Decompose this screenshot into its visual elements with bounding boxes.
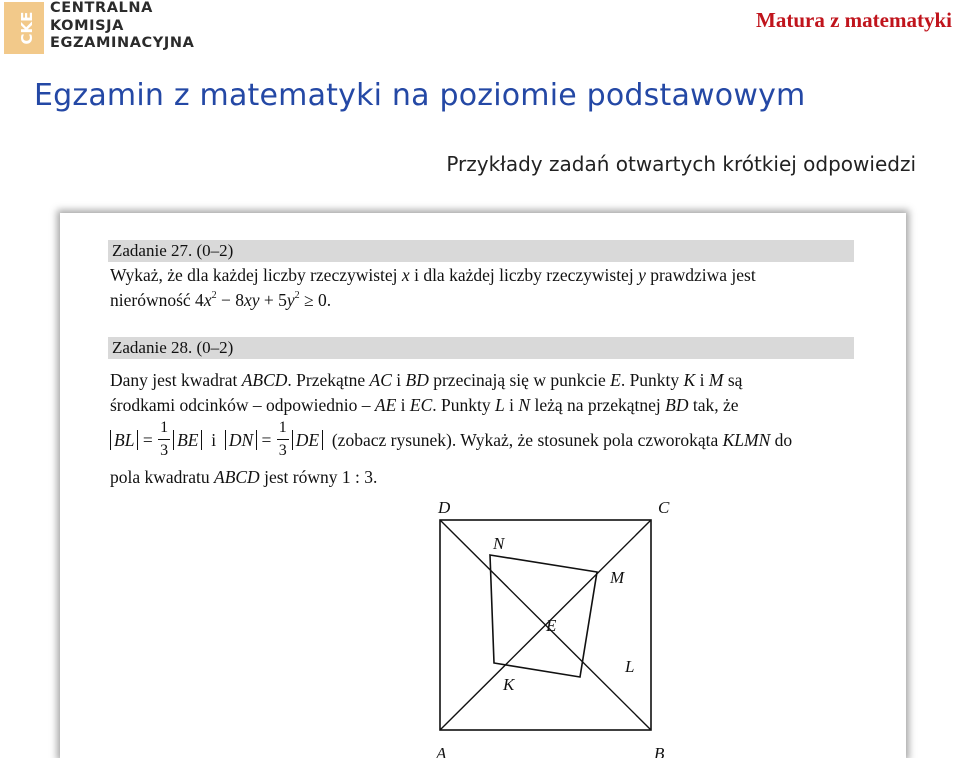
- page-subtitle: Przykłady zadań otwartych krótkiej odpowiedzi: [446, 152, 916, 176]
- logo-line-1: CENTRALNA: [50, 0, 153, 16]
- abs-bl: BL: [110, 430, 138, 450]
- math-var: KLMN: [722, 430, 771, 450]
- text-segment: i: [202, 430, 225, 450]
- text-segment: przecinają się w punkcie: [428, 370, 611, 390]
- task-27-heading: Zadanie 27. (0–2): [108, 240, 854, 262]
- label-m: M: [610, 568, 625, 587]
- abs-be: BE: [173, 430, 202, 450]
- text-segment: pola kwadratu: [110, 467, 214, 487]
- math-var: xy: [243, 290, 260, 310]
- text-segment: (zobacz rysunek). Wykaż, że stosunek pola czworokąta: [323, 430, 723, 450]
- quadrilateral-klmn: [490, 555, 597, 677]
- text-segment: są: [723, 370, 743, 390]
- label-b: B: [654, 744, 665, 758]
- page-title: Egzamin z matematyki na poziomie podstawowym: [34, 78, 806, 113]
- math-var: AC: [369, 370, 392, 390]
- math-var: BD: [405, 370, 429, 390]
- text-segment: jest równy 1 : 3.: [259, 467, 378, 487]
- exponent: 2: [211, 290, 217, 301]
- text-segment: Wykaż, że dla każdej liczby rzeczywistej: [110, 265, 402, 285]
- text-segment: i: [391, 370, 406, 390]
- math-var: y: [286, 290, 295, 310]
- math-var: BD: [665, 395, 689, 415]
- fraction-one-third: [157, 418, 171, 459]
- text-segment: . Punkty: [432, 395, 496, 415]
- text-segment: prawdziwa jest: [645, 265, 756, 285]
- task-27-line-1: [110, 264, 756, 286]
- fraction-numerator: 1: [278, 418, 287, 436]
- text-segment: Dany jest kwadrat: [110, 370, 242, 390]
- fraction-denominator: 3: [278, 441, 287, 459]
- task-28-line-3: [110, 418, 793, 459]
- math-var: AE: [374, 395, 397, 415]
- label-a: A: [436, 744, 447, 758]
- math-var: K: [683, 370, 696, 390]
- fraction-numerator: 1: [160, 418, 169, 436]
- label-d: D: [438, 498, 451, 517]
- task-28-line-2: [110, 394, 739, 416]
- task-28-line-4: [110, 466, 377, 488]
- text-segment: i dla każdej liczby rzeczywistej: [409, 265, 639, 285]
- math-var: EC: [409, 395, 433, 415]
- equals-sign: =: [138, 430, 158, 450]
- math-var: L: [495, 395, 505, 415]
- label-n: N: [493, 534, 505, 553]
- text-segment: . Punkty: [620, 370, 684, 390]
- fraction-one-third: [276, 418, 290, 459]
- text-segment: nierówność 4: [110, 290, 204, 310]
- abs-de: DE: [292, 430, 323, 450]
- logo-line-3: EGZAMINACYJNA: [50, 35, 195, 51]
- text-segment: i: [396, 395, 410, 415]
- cke-logo-text: [50, 0, 194, 53]
- label-l: L: [625, 657, 635, 676]
- math-var: E: [610, 370, 621, 390]
- abs-dn: DN: [225, 430, 257, 450]
- fraction-denominator: 3: [160, 441, 169, 459]
- task-card: [60, 213, 906, 758]
- label-e: E: [546, 616, 557, 635]
- math-var: ABCD: [241, 370, 288, 390]
- text-segment: środkami odcinków – odpowiednio –: [110, 395, 375, 415]
- text-segment: ≥ 0.: [299, 290, 332, 310]
- text-segment: leżą na przekątnej: [530, 395, 666, 415]
- math-var: y: [638, 265, 646, 285]
- text-segment: i: [504, 395, 519, 415]
- text-segment: + 5: [259, 290, 287, 310]
- math-var: x: [203, 290, 212, 310]
- math-var: ABCD: [214, 467, 260, 487]
- logo-mark-text: CKE: [18, 11, 36, 45]
- task-28-heading: Zadanie 28. (0–2): [108, 337, 854, 359]
- equals-sign: =: [257, 430, 276, 450]
- cke-logo-mark: [4, 2, 44, 54]
- label-k: K: [503, 675, 515, 694]
- square-diagram: [360, 497, 670, 758]
- task-27-line-2: [110, 289, 331, 315]
- text-segment: . Przekątne: [287, 370, 370, 390]
- text-segment: do: [770, 430, 793, 450]
- text-segment: tak, że: [688, 395, 739, 415]
- math-var: x: [401, 265, 410, 285]
- exponent: 2: [294, 290, 300, 301]
- text-segment: i: [695, 370, 709, 390]
- logo-line-2: KOMISJA: [50, 17, 124, 34]
- label-c: C: [658, 498, 670, 517]
- text-segment: − 8: [216, 290, 244, 310]
- task-28-line-1: [110, 369, 742, 391]
- math-var: M: [708, 370, 724, 390]
- math-var: N: [518, 395, 531, 415]
- brand-label: Matura z matematyki: [756, 8, 952, 32]
